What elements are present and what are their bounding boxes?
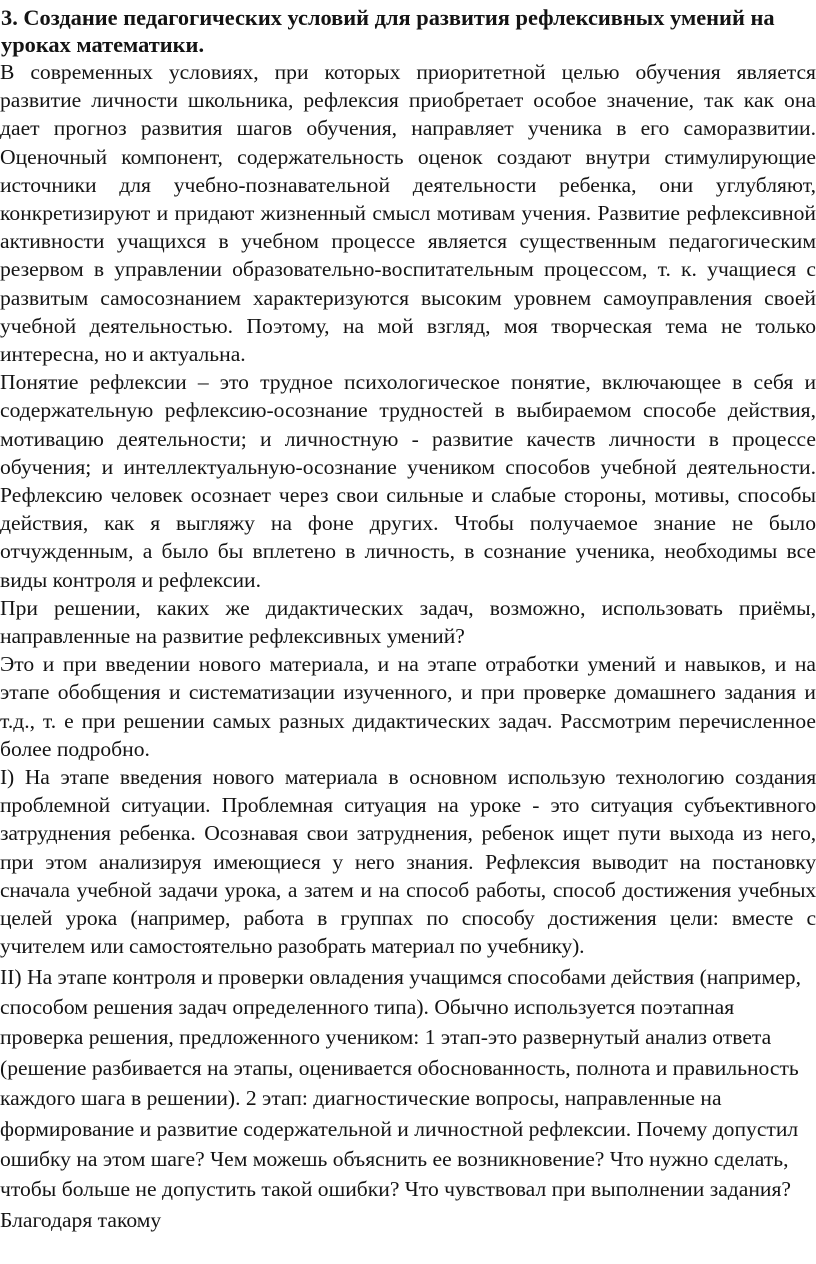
paragraph-reflection-concept: Понятие рефлексии – это трудное психологическое понятие, включающее в себя и содержательную рефлексию-осознание трудностей в выбираемом способе действия, мотивацию деятельности; и личностную - развитие качеств личности в процессе обучения; и интеллектуальную-осознание учеником способов учебной деятельности. Рефлексию человек осознает через свои сильные и слабые стороны, мотивы, способы действия, как я выгляжу на фоне других. Чтобы получаемое знание не было отчужденным, а было бы вплетено в личность, в сознание ученика, необходимы все виды контроля и рефлексии. <box>0 370 816 592</box>
paragraph-stage-one-new-material: I) На этапе введения нового материала в основном использую технологию создания проблемной ситуации. Проблемная ситуация на уроке - это ситуация субъективного затруднения ребенка. Осознавая свои затруднения, ребенок ищет пути выхода из него, при этом анализируя имеющиеся у него знания. Рефлексия выводит на постановку сначала учебной задачи урока, а затем и на способ работы, способ достижения учебных целей урока (например, работа в группах по способу достижения цели: вместе с учителем или самостоятельно разобрать материал по учебнику). <box>0 765 816 959</box>
paragraph-modern-conditions: В современных условиях, при которых приоритетной целью обучения является развитие личности школьника, рефлексия приобретает особое значение, так как она дает прогноз развития шагов обучения, направляет ученика в его саморазвитии. Оценочный компонент, содержательность оценок создают внутри стимулирующие источники для учебно-познавательной деятельности ребенка, они углубляют, конкретизируют и придают жизненный смысл мотивам учения. Развитие рефлексивной активности учащихся в учебном процессе является существенным педагогическим резервом в управлении образовательно-воспитательным процессом, т. к. учащиеся с развитым самосознанием характеризуются высоким уровнем самоуправления своей учебной деятельностью. Поэтому, на мой взгляд, моя творческая тема не только интересна, но и актуальна. <box>0 60 816 367</box>
section-heading: 3. Создание педагогических условий для развития рефлексивных умений на уроках математики. <box>1 5 775 57</box>
paragraph-stage-two-control: II) На этапе контроля и проверки овладения учащимся способами действия (например, способом решения задач определенного типа). Обычно используется поэтапная проверка решения, предложенного учеником: 1 этап-это развернутый анализ ответа (решение разбивается на этапы, оценивается обоснованность, полнота и правильность каждого шага в решении). 2 этап: диагностические вопросы, направленные на формирование и развитие содержательной и личностной рефлексии. Почему допустил ошибку на этом шаге? Чем можешь объяснить ее возникновение? Что нужно сделать, чтобы больше не допустить такой ошибки? Что чувствовал при выполнении задания? Благодаря такому <box>0 964 801 1232</box>
paragraph-didactic-question: При решении, каких же дидактических задач, возможно, использовать приёмы, направленные на развитие рефлексивных умений? <box>0 595 816 649</box>
paragraph-lesson-stages: Это и при введении нового материала, и на этапе отработки умений и навыков, и на этапе обобщения и систематизации изученного, и при проверке домашнего задания и т.д., т. е при решении самых разных дидактических задач. Рассмотрим перечисленное более подробно. <box>0 652 816 761</box>
